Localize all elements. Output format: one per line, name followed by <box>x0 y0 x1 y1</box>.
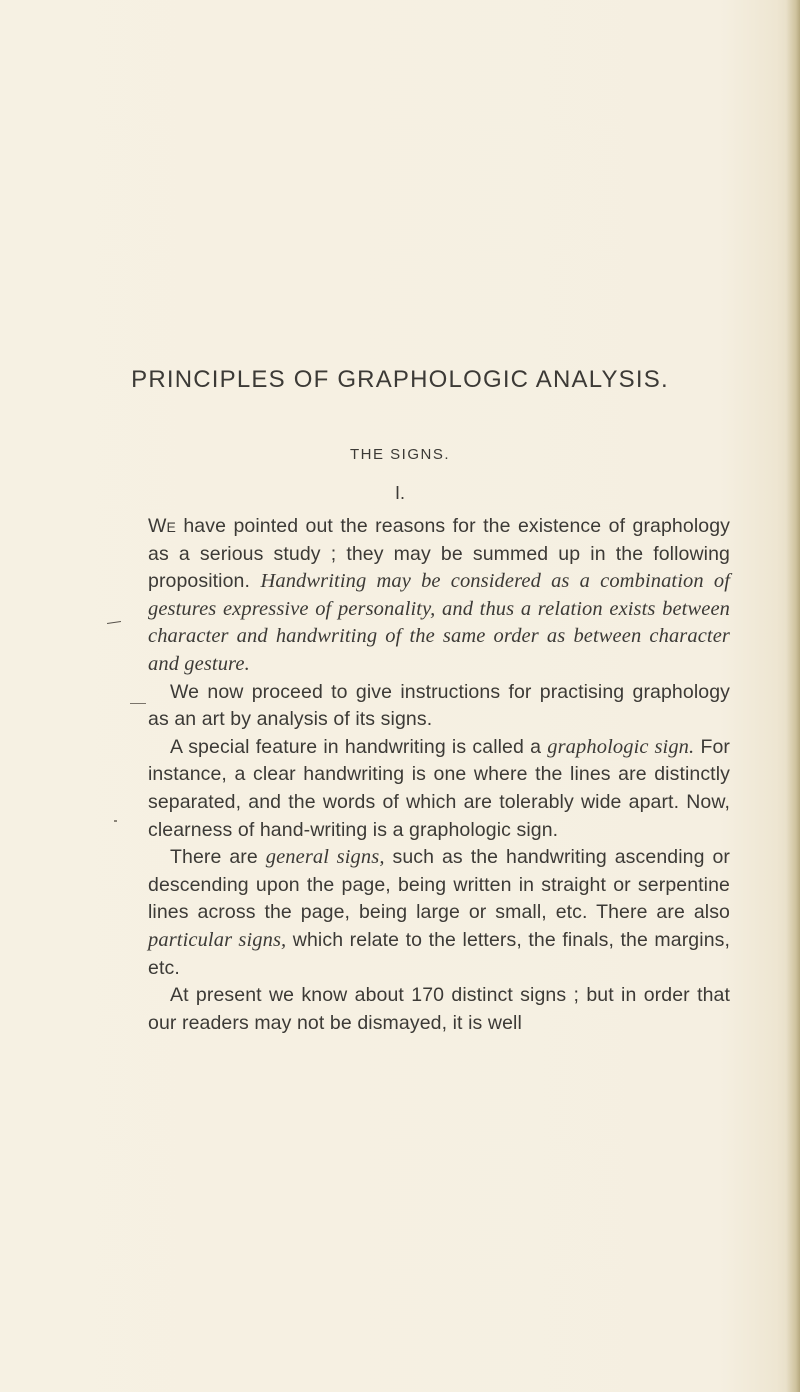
text-segment: We now proceed to give instructions for practising graphology as an art by analysis of its signs. <box>148 680 730 731</box>
paragraph <box>148 513 730 679</box>
paragraph <box>148 734 730 844</box>
paragraph <box>148 982 730 1037</box>
margin-pencil-mark <box>107 621 121 624</box>
section-title: THE SIGNS. <box>349 446 450 463</box>
text-segment: such as the handwriting ascending or descending upon the page, being written in straight or serpentine lines across the page, being large or small, etc. There are also <box>148 846 730 924</box>
paragraph <box>148 844 730 982</box>
text-segment: A special feature in handwriting is called a <box>170 735 548 758</box>
margin-speck <box>114 820 117 822</box>
italic-text: graphologic sign. <box>547 735 695 758</box>
page-edge-shadow <box>786 0 800 1392</box>
margin-pencil-mark <box>130 703 146 704</box>
chapter-title: PRINCIPLES OF GRAPHOLOGIC ANALYSIS. <box>131 366 669 393</box>
text-segment: At present we know about 170 distinct signs ; but in order that our readers may not be dismayed, it is well <box>148 984 730 1034</box>
text-segment: have pointed out the reasons for the existence of graphology as a serious study ; they may be summed up in the following proposition. <box>148 515 730 593</box>
italic-text: particular signs, <box>148 928 287 951</box>
text-segment: For instance, a clear handwriting is one where the lines are distinctly separated, and the words of which are tolerably wide apart. Now, clearness of hand-writing is a graphologic sign. <box>148 735 730 841</box>
italic-text: Handwriting may be considered as a combination of gestures expressive of personality, and thus a relation exists between character and handwriting of the same order as between character and gesture. <box>148 570 731 675</box>
text-segment: There are <box>170 846 266 869</box>
smallcaps-text: We <box>148 515 176 537</box>
paragraph <box>148 679 730 734</box>
text-segment: which relate to the letters, the finals, the margins, etc. <box>148 928 731 979</box>
body-text <box>148 513 730 1037</box>
italic-text: general signs, <box>265 846 385 869</box>
section-number: I. <box>394 483 405 503</box>
